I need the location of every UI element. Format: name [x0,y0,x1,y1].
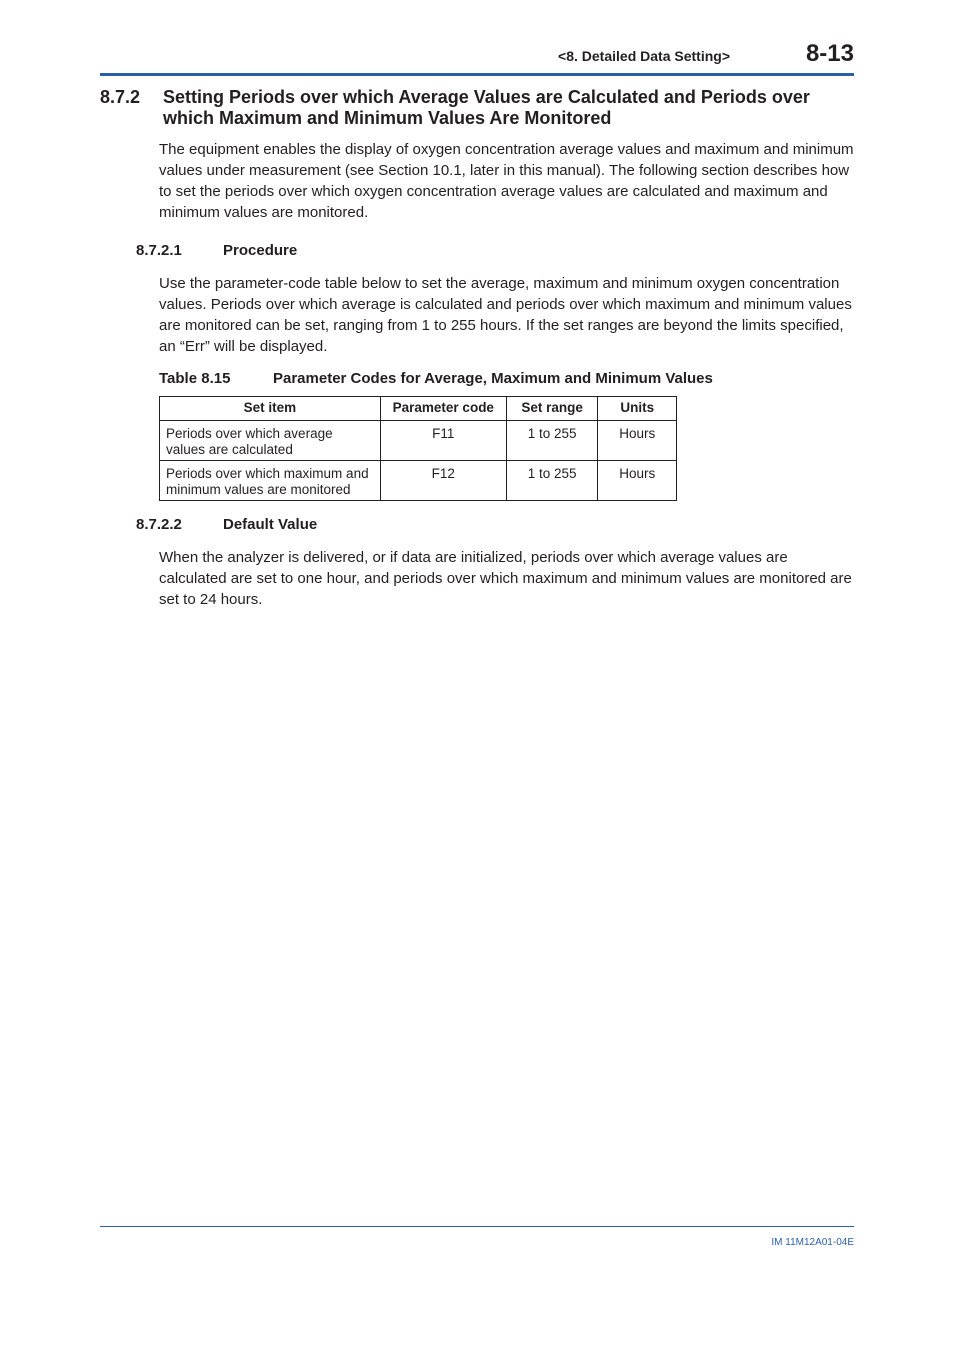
footer-divider [100,1226,854,1227]
table-row [160,421,677,461]
document-id: IM 11M12A01-04E [771,1237,854,1248]
header-parameter-code: Parameter code [380,397,506,421]
cell-set-item: Periods over which maximum and minimum values are monitored [160,461,381,501]
header-divider [100,73,854,76]
header-set-range: Set range [506,397,598,421]
cell-units: Hours [598,421,677,461]
parameter-codes-table [159,396,677,501]
procedure-number: 8.7.2.1 [136,242,182,259]
table-row [160,461,677,501]
procedure-paragraph: Use the parameter-code table below to set the average, maximum and minimum oxygen concentration values. Periods over which average is calculated and periods over which maximum and minimum values are monitored can be set, ranging from 1 to 255 hours. If the set ranges are beyond the limits specified, an “Err” will be displayed. [159,275,852,355]
default-value-title: Default Value [223,516,318,533]
cell-set-item: Periods over which average values are calculated [160,421,381,461]
table-caption-number: Table 8.15 [159,370,231,387]
procedure-title: Procedure [223,242,298,259]
chapter-header: <8. Detailed Data Setting> [558,48,730,64]
default-value-paragraph: When the analyzer is delivered, or if data are initialized, periods over which average values are calculated are set to one hour, and periods over which maximum and minimum values are monitored are set to 24 hours. [159,549,852,608]
cell-parameter-code: F12 [380,461,506,501]
section-number: 8.7.2 [100,87,141,107]
default-value-number: 8.7.2.2 [136,516,182,533]
cell-units: Hours [598,461,677,501]
cell-set-range: 1 to 255 [506,461,598,501]
cell-set-range: 1 to 255 [506,421,598,461]
cell-parameter-code: F11 [380,421,506,461]
page-number: 8-13 [805,40,854,67]
section-title: Setting Periods over which Average Values are Calculated and Periods over which Maximum and Minimum Values Are Monitored [163,87,810,128]
table-caption-title: Parameter Codes for Average, Maximum and Minimum Values [273,370,713,387]
section-intro-paragraph: The equipment enables the display of oxygen concentration average values and maximum and minimum values under measurement (see Section 10.1, later in this manual). The following section describes how to set the periods over which oxygen concentration average values are calculated and maximum and minimum values are monitored. [159,141,854,221]
header-set-item: Set item [160,397,381,421]
table-header-row [160,397,677,421]
header-units: Units [598,397,677,421]
